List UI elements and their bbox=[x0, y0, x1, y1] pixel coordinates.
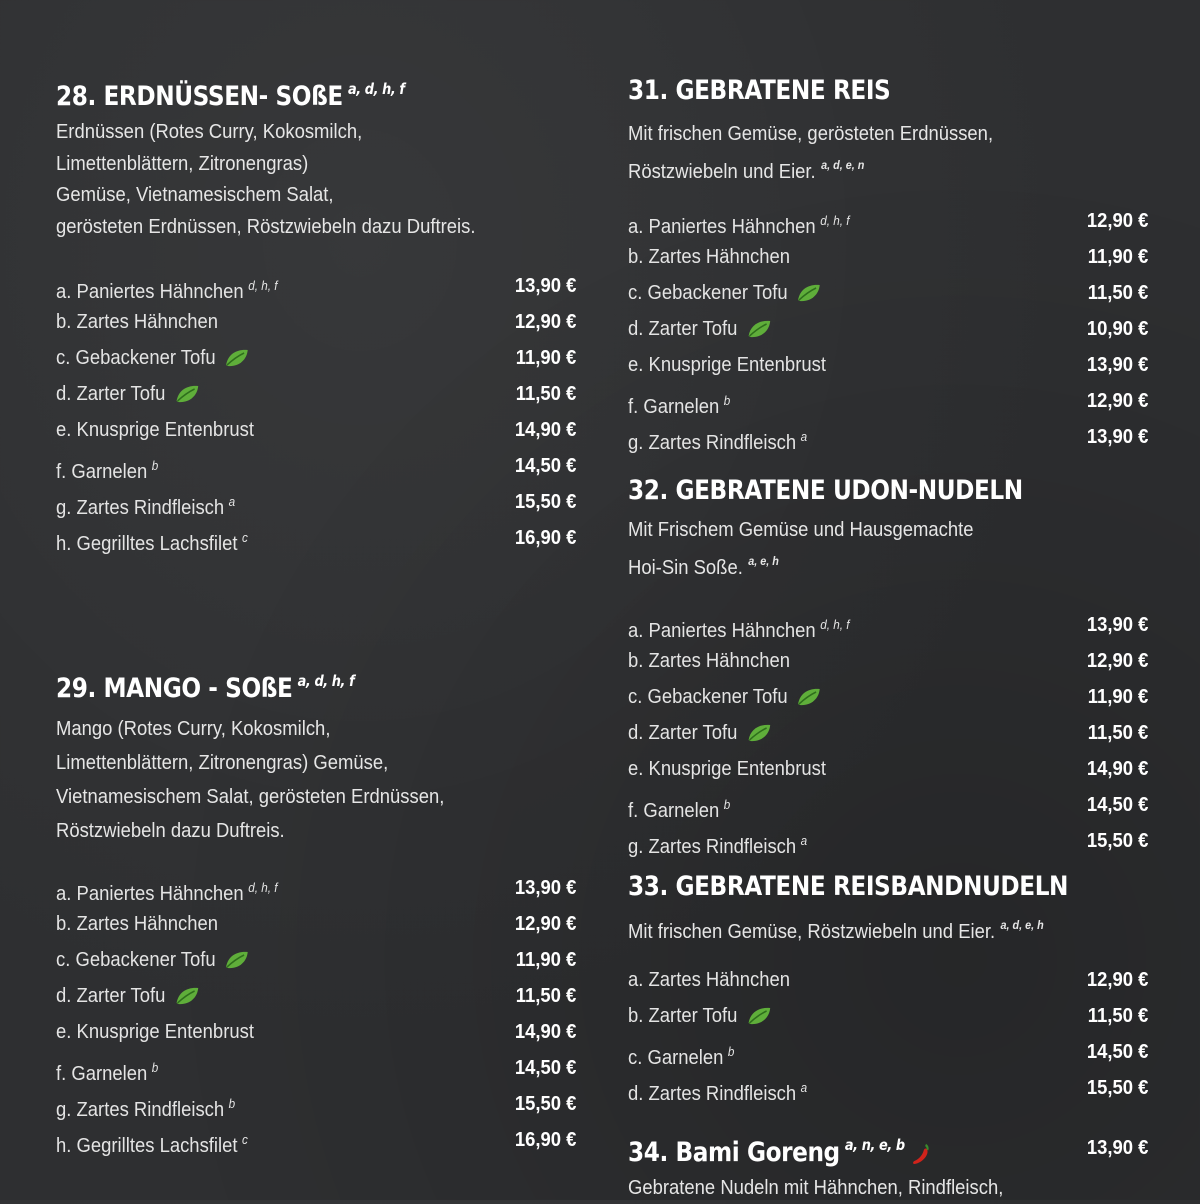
item-price: 12,90 € bbox=[514, 310, 576, 333]
item-price: 12,90 € bbox=[1086, 649, 1148, 672]
menu-item bbox=[56, 520, 576, 556]
section-description: Mit Frischem Gemüse und Hausgemachte Hoi-Sin Soße. $^{a, e, h}$ bbox=[628, 518, 974, 579]
item-name: h. Gegrilltes Lachsfilet $^c$ bbox=[56, 530, 248, 555]
item-price: 16,90 € bbox=[514, 526, 576, 549]
item-price: 14,90 € bbox=[514, 418, 576, 441]
menu-item bbox=[628, 419, 1148, 455]
section-description: Mit frischen Gemüse, gerösteten Erdnüssen, Röstzwiebeln und Eier. $^{a, d, e, n}$ bbox=[628, 122, 994, 183]
menu-item bbox=[56, 376, 576, 412]
item-price: 11,90 € bbox=[515, 948, 576, 971]
item-name: e. Knusprige Entenbrust bbox=[628, 353, 826, 376]
menu-item bbox=[628, 962, 1148, 998]
item-price: 11,50 € bbox=[515, 984, 576, 1007]
chili-icon bbox=[910, 1141, 932, 1176]
allergen-codes: a, d, e, h bbox=[1000, 918, 1044, 932]
item-name: d. Zarter Tofu bbox=[628, 311, 772, 351]
menu-item bbox=[56, 942, 576, 978]
menu-item bbox=[56, 1122, 576, 1158]
allergen-codes: a bbox=[228, 494, 236, 509]
allergen-codes: a bbox=[800, 1079, 808, 1095]
item-name: b. Zartes Hähnchen bbox=[628, 245, 791, 268]
item-price: 15,50 € bbox=[1086, 829, 1148, 852]
menu-item bbox=[56, 1050, 576, 1086]
menu-item bbox=[56, 1086, 576, 1122]
allergen-codes: a, e, h bbox=[748, 553, 779, 568]
allergen-codes: d, h, f bbox=[820, 617, 850, 632]
item-name: f. Garnelen $^b$ bbox=[628, 393, 731, 418]
leaf-icon bbox=[174, 380, 199, 416]
item-price: 14,50 € bbox=[514, 454, 576, 477]
menu-item bbox=[628, 383, 1148, 419]
allergen-codes: b bbox=[151, 458, 159, 473]
menu-item bbox=[56, 1014, 576, 1050]
item-price: 12,90 € bbox=[1086, 209, 1148, 232]
menu-items bbox=[56, 268, 576, 556]
section-28 bbox=[56, 72, 576, 556]
item-price: 13,90 € bbox=[1086, 1136, 1148, 1159]
menu-items bbox=[628, 203, 1148, 455]
item-name: c. Garnelen $^b$ bbox=[628, 1043, 735, 1069]
item-price: 11,90 € bbox=[1087, 685, 1148, 708]
item-name: g. Zartes Rindfleisch $^a$ bbox=[628, 429, 808, 454]
allergen-codes: b bbox=[723, 393, 731, 408]
item-name: h. Gegrilltes Lachsfilet $^c$ bbox=[56, 1132, 248, 1157]
section-31 bbox=[628, 74, 1148, 455]
allergen-codes: c bbox=[242, 530, 248, 545]
menu-item bbox=[628, 1034, 1148, 1070]
allergen-codes: b bbox=[727, 1043, 735, 1059]
item-price: 14,90 € bbox=[1086, 757, 1148, 780]
menu-items bbox=[628, 607, 1148, 859]
leaf-icon bbox=[797, 683, 822, 719]
allergen-codes: a bbox=[800, 833, 808, 848]
menu-item bbox=[56, 870, 576, 906]
item-price: 14,50 € bbox=[1086, 1039, 1148, 1063]
menu-item bbox=[628, 998, 1148, 1034]
item-price: 11,90 € bbox=[515, 346, 576, 369]
item-name: d. Zarter Tofu bbox=[56, 376, 200, 416]
allergen-codes: b bbox=[228, 1096, 236, 1111]
item-price: 12,90 € bbox=[1086, 389, 1148, 412]
item-price: 13,90 € bbox=[514, 876, 576, 899]
menu-item bbox=[56, 268, 576, 304]
item-name: a. Zartes Hähnchen bbox=[628, 967, 791, 991]
item-price: 13,90 € bbox=[1086, 353, 1148, 376]
allergen-codes: a bbox=[800, 429, 808, 444]
item-name: e. Knusprige Entenbrust bbox=[628, 757, 826, 780]
section-33 bbox=[628, 870, 1148, 1106]
menu-item bbox=[628, 203, 1148, 239]
section-description: Erdnüssen (Rotes Curry, Kokosmilch, Limettenblättern, Zitronengras) Gemüse, Vietnamesischem Salat, gerösteten Erdnüssen, Röstzwiebeln dazu Duftreis. bbox=[56, 120, 476, 238]
item-name: a. Paniertes Hähnchen $^{d, h, f}$ bbox=[628, 213, 850, 238]
menu-item bbox=[628, 823, 1148, 859]
menu-item bbox=[628, 751, 1148, 787]
menu-item bbox=[56, 412, 576, 448]
item-price: 15,50 € bbox=[514, 1092, 576, 1115]
section-title: 33. GEBRATENE REISBANDNUDELN bbox=[628, 871, 1069, 902]
item-price: 14,50 € bbox=[514, 1056, 576, 1079]
menu-item bbox=[628, 1070, 1148, 1106]
item-price: 10,90 € bbox=[1086, 317, 1148, 340]
item-name: b. Zarter Tofu bbox=[628, 998, 772, 1038]
item-price: 11,50 € bbox=[1087, 1003, 1148, 1027]
item-name: a. Paniertes Hähnchen $^{d, h, f}$ bbox=[628, 617, 850, 642]
item-name: g. Zartes Rindfleisch $^b$ bbox=[56, 1096, 236, 1121]
item-name: g. Zartes Rindfleisch $^a$ bbox=[56, 494, 236, 519]
item-price: 13,90 € bbox=[514, 274, 576, 297]
item-name: b. Zartes Hähnchen bbox=[56, 912, 219, 935]
leaf-icon bbox=[746, 315, 771, 351]
allergen-codes: a, d, e, n bbox=[821, 157, 865, 172]
leaf-icon bbox=[225, 344, 250, 380]
section-title: 31. GEBRATENE REIS bbox=[628, 75, 891, 106]
item-name: b. Zartes Hähnchen bbox=[628, 649, 791, 672]
menu-items bbox=[628, 962, 1148, 1106]
allergen-codes: a, d, h, f bbox=[297, 672, 355, 690]
menu-items bbox=[56, 870, 576, 1158]
item-price: 11,50 € bbox=[1087, 281, 1148, 304]
item-price: 11,50 € bbox=[515, 382, 576, 405]
item-name: c. Gebackener Tofu bbox=[56, 340, 250, 380]
section-description: Mit frischen Gemüse, Röstzwiebeln und Eier. $^{a, d, e, h}$ bbox=[628, 918, 1044, 943]
allergen-codes: b bbox=[151, 1060, 159, 1075]
item-name: c. Gebackener Tofu bbox=[628, 679, 822, 719]
leaf-icon bbox=[746, 719, 771, 755]
section-title: 32. GEBRATENE UDON-NUDELN bbox=[628, 475, 1023, 506]
menu-item bbox=[56, 340, 576, 376]
section-32 bbox=[628, 474, 1148, 859]
item-price: 13,90 € bbox=[1086, 425, 1148, 448]
section-29 bbox=[56, 664, 576, 1158]
item-price: 14,50 € bbox=[1086, 793, 1148, 816]
menu-item bbox=[628, 311, 1148, 347]
item-name: f. Garnelen $^b$ bbox=[628, 797, 731, 822]
item-name: g. Zartes Rindfleisch $^a$ bbox=[628, 833, 808, 858]
item-name: e. Knusprige Entenbrust bbox=[56, 418, 254, 441]
allergen-codes: a, d, h, f bbox=[347, 80, 405, 98]
item-name: a. Paniertes Hähnchen $^{d, h, f}$ bbox=[56, 880, 278, 905]
item-name: c. Gebackener Tofu bbox=[628, 275, 822, 315]
allergen-codes: d, h, f bbox=[820, 213, 850, 228]
allergen-codes: b bbox=[723, 797, 731, 812]
item-name: d. Zartes Rindfleisch $^a$ bbox=[628, 1079, 808, 1105]
item-price: 12,90 € bbox=[514, 912, 576, 935]
section-title: 29. MANGO - SOßE $^{a, d, h, f}$ bbox=[56, 672, 355, 704]
menu-item bbox=[56, 304, 576, 340]
item-name: b. Zartes Hähnchen bbox=[56, 310, 219, 333]
menu-item bbox=[628, 275, 1148, 311]
menu-item bbox=[56, 448, 576, 484]
menu-item bbox=[56, 906, 576, 942]
item-price: 11,50 € bbox=[1087, 721, 1148, 744]
item-name: e. Knusprige Entenbrust bbox=[56, 1020, 254, 1043]
allergen-codes: d, h, f bbox=[248, 278, 278, 293]
item-name: d. Zarter Tofu bbox=[628, 715, 772, 755]
item-price: 15,50 € bbox=[514, 490, 576, 513]
item-price: 16,90 € bbox=[514, 1128, 576, 1151]
item-name: f. Garnelen $^b$ bbox=[56, 1060, 159, 1085]
menu-item bbox=[628, 787, 1148, 823]
item-price: 11,90 € bbox=[1087, 245, 1148, 268]
section-title: 28. ERDNÜSSEN- SOßE $^{a, d, h, f}$ bbox=[56, 80, 405, 112]
menu-item bbox=[628, 679, 1148, 715]
section-title: 34. Bami Goreng $^{a, n, e, b}$ bbox=[628, 1128, 932, 1162]
allergen-codes: c bbox=[242, 1132, 248, 1147]
leaf-icon bbox=[797, 279, 822, 315]
menu-item bbox=[628, 239, 1148, 275]
leaf-icon bbox=[174, 982, 199, 1018]
item-name: a. Paniertes Hähnchen $^{d, h, f}$ bbox=[56, 278, 278, 303]
section-description: Gebratene Nudeln mit Hähnchen, Rindfleisch, bbox=[628, 1176, 1004, 1199]
allergen-codes: d, h, f bbox=[248, 880, 278, 895]
menu-item bbox=[56, 978, 576, 1014]
item-price: 14,90 € bbox=[514, 1020, 576, 1043]
item-name: f. Garnelen $^b$ bbox=[56, 458, 159, 483]
item-name: c. Gebackener Tofu bbox=[56, 942, 250, 982]
menu-item bbox=[628, 715, 1148, 751]
leaf-icon bbox=[746, 1002, 771, 1038]
leaf-icon bbox=[225, 946, 250, 982]
item-price: 15,50 € bbox=[1086, 1075, 1148, 1099]
menu-item bbox=[628, 643, 1148, 679]
section-description: Mango (Rotes Curry, Kokosmilch, Limettenblättern, Zitronengras) Gemüse, Vietnamesischem Salat, gerösteten Erdnüssen, Röstzwiebeln dazu Duftreis. bbox=[56, 717, 445, 842]
section-34 bbox=[628, 1128, 1148, 1204]
item-price: 13,90 € bbox=[1086, 613, 1148, 636]
item-name: d. Zarter Tofu bbox=[56, 978, 200, 1018]
allergen-codes: a, n, e, b bbox=[844, 1136, 905, 1154]
menu-item bbox=[56, 484, 576, 520]
menu-item bbox=[628, 607, 1148, 643]
item-price: 12,90 € bbox=[1086, 967, 1148, 991]
menu-item bbox=[628, 347, 1148, 383]
